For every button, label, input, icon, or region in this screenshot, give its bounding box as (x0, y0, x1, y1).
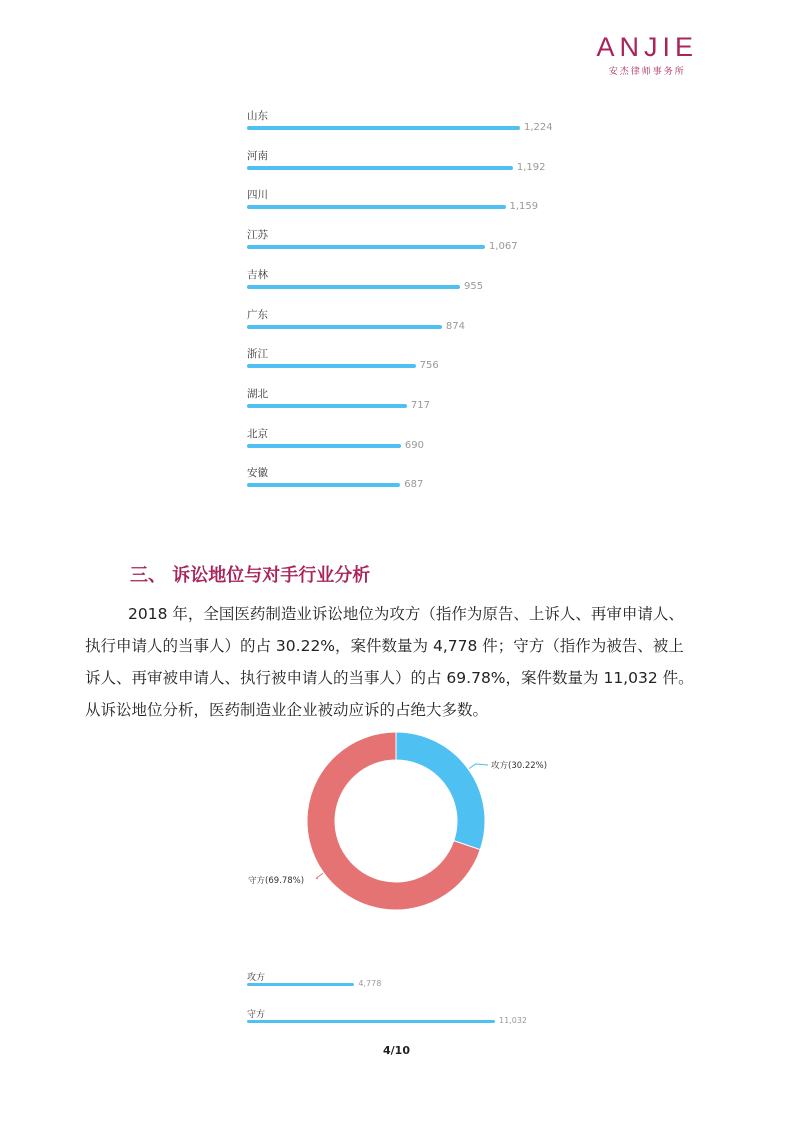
slice-attack (396, 732, 485, 850)
bar (247, 983, 354, 986)
bar-value-label: 874 (445, 320, 466, 332)
bar-value-label: 1,067 (488, 241, 518, 253)
bar-category-label: 浙江 (247, 348, 268, 361)
bar-category-label: 山东 (247, 110, 268, 122)
bar (247, 285, 460, 289)
bar-value-label: 690 (404, 439, 424, 451)
bar (247, 166, 513, 170)
section-title: 三、 诉讼地位与对手行业分析 (130, 565, 371, 586)
province-bar-chart (247, 108, 577, 498)
bar-value-label: 11,032 (499, 1016, 527, 1025)
leader-line-attack (469, 764, 488, 769)
bar-value-label: 1,224 (524, 122, 553, 133)
bar-category-label: 江苏 (247, 229, 268, 242)
bar (247, 126, 520, 130)
position-bar-chart (247, 970, 547, 1030)
page-number: 4/10 (383, 1044, 410, 1057)
bar (247, 364, 416, 368)
bar-category-label: 攻方 (247, 973, 266, 983)
bar-value-label: 687 (404, 479, 424, 491)
paragraph-line: 2018 年，全国医药制造业诉讼地位为攻方（指作为原告、上诉人、再审申请人、 (128, 605, 684, 623)
bar-value-label: 1,192 (516, 161, 546, 173)
bar-category-label: 守方 (247, 1010, 266, 1020)
bar-category-label: 湖北 (247, 387, 268, 400)
bar (247, 325, 442, 329)
bar-category-label: 广东 (247, 308, 268, 321)
bar-category-label: 北京 (247, 427, 268, 440)
bar (247, 404, 407, 408)
logo-subtitle: 安杰律师事务所 (608, 67, 686, 77)
bar-category-label: 安徽 (247, 467, 268, 480)
bar-value-label: 756 (419, 360, 439, 372)
slice-label-defense: 守方(69.78%) (248, 876, 305, 886)
bar-category-label: 吉林 (247, 268, 268, 281)
position-donut-chart (175, 725, 595, 955)
bar-value-label: 4,778 (358, 979, 382, 988)
bar (247, 444, 401, 448)
bar-category-label: 河南 (247, 149, 268, 162)
bar-value-label: 955 (464, 280, 484, 292)
logo-text: ANJIE (596, 32, 698, 62)
bar-value-label: 1,159 (509, 201, 539, 213)
paragraph-line: 从诉讼地位分析，医药制造业企业被动应诉的占绝大多数。 (85, 701, 489, 719)
bar-value-label: 717 (410, 399, 430, 411)
bar (247, 205, 506, 209)
bar (247, 483, 400, 487)
paragraph-line: 诉人、再审被申请人、执行被申请人的当事人）的占 69.78%，案件数量为 11,032 件。 (85, 669, 694, 687)
bar (247, 245, 485, 249)
paragraph-line: 执行申请人的当事人）的占 30.22%，案件数量为 4,778 件；守方（指作为被告、被上 (85, 637, 684, 655)
bar (247, 1020, 495, 1023)
slice-label-attack: 攻方(30.22%) (491, 761, 548, 771)
bar-category-label: 四川 (247, 189, 268, 202)
leader-line-defense (316, 873, 323, 879)
firm-logo (596, 32, 698, 77)
